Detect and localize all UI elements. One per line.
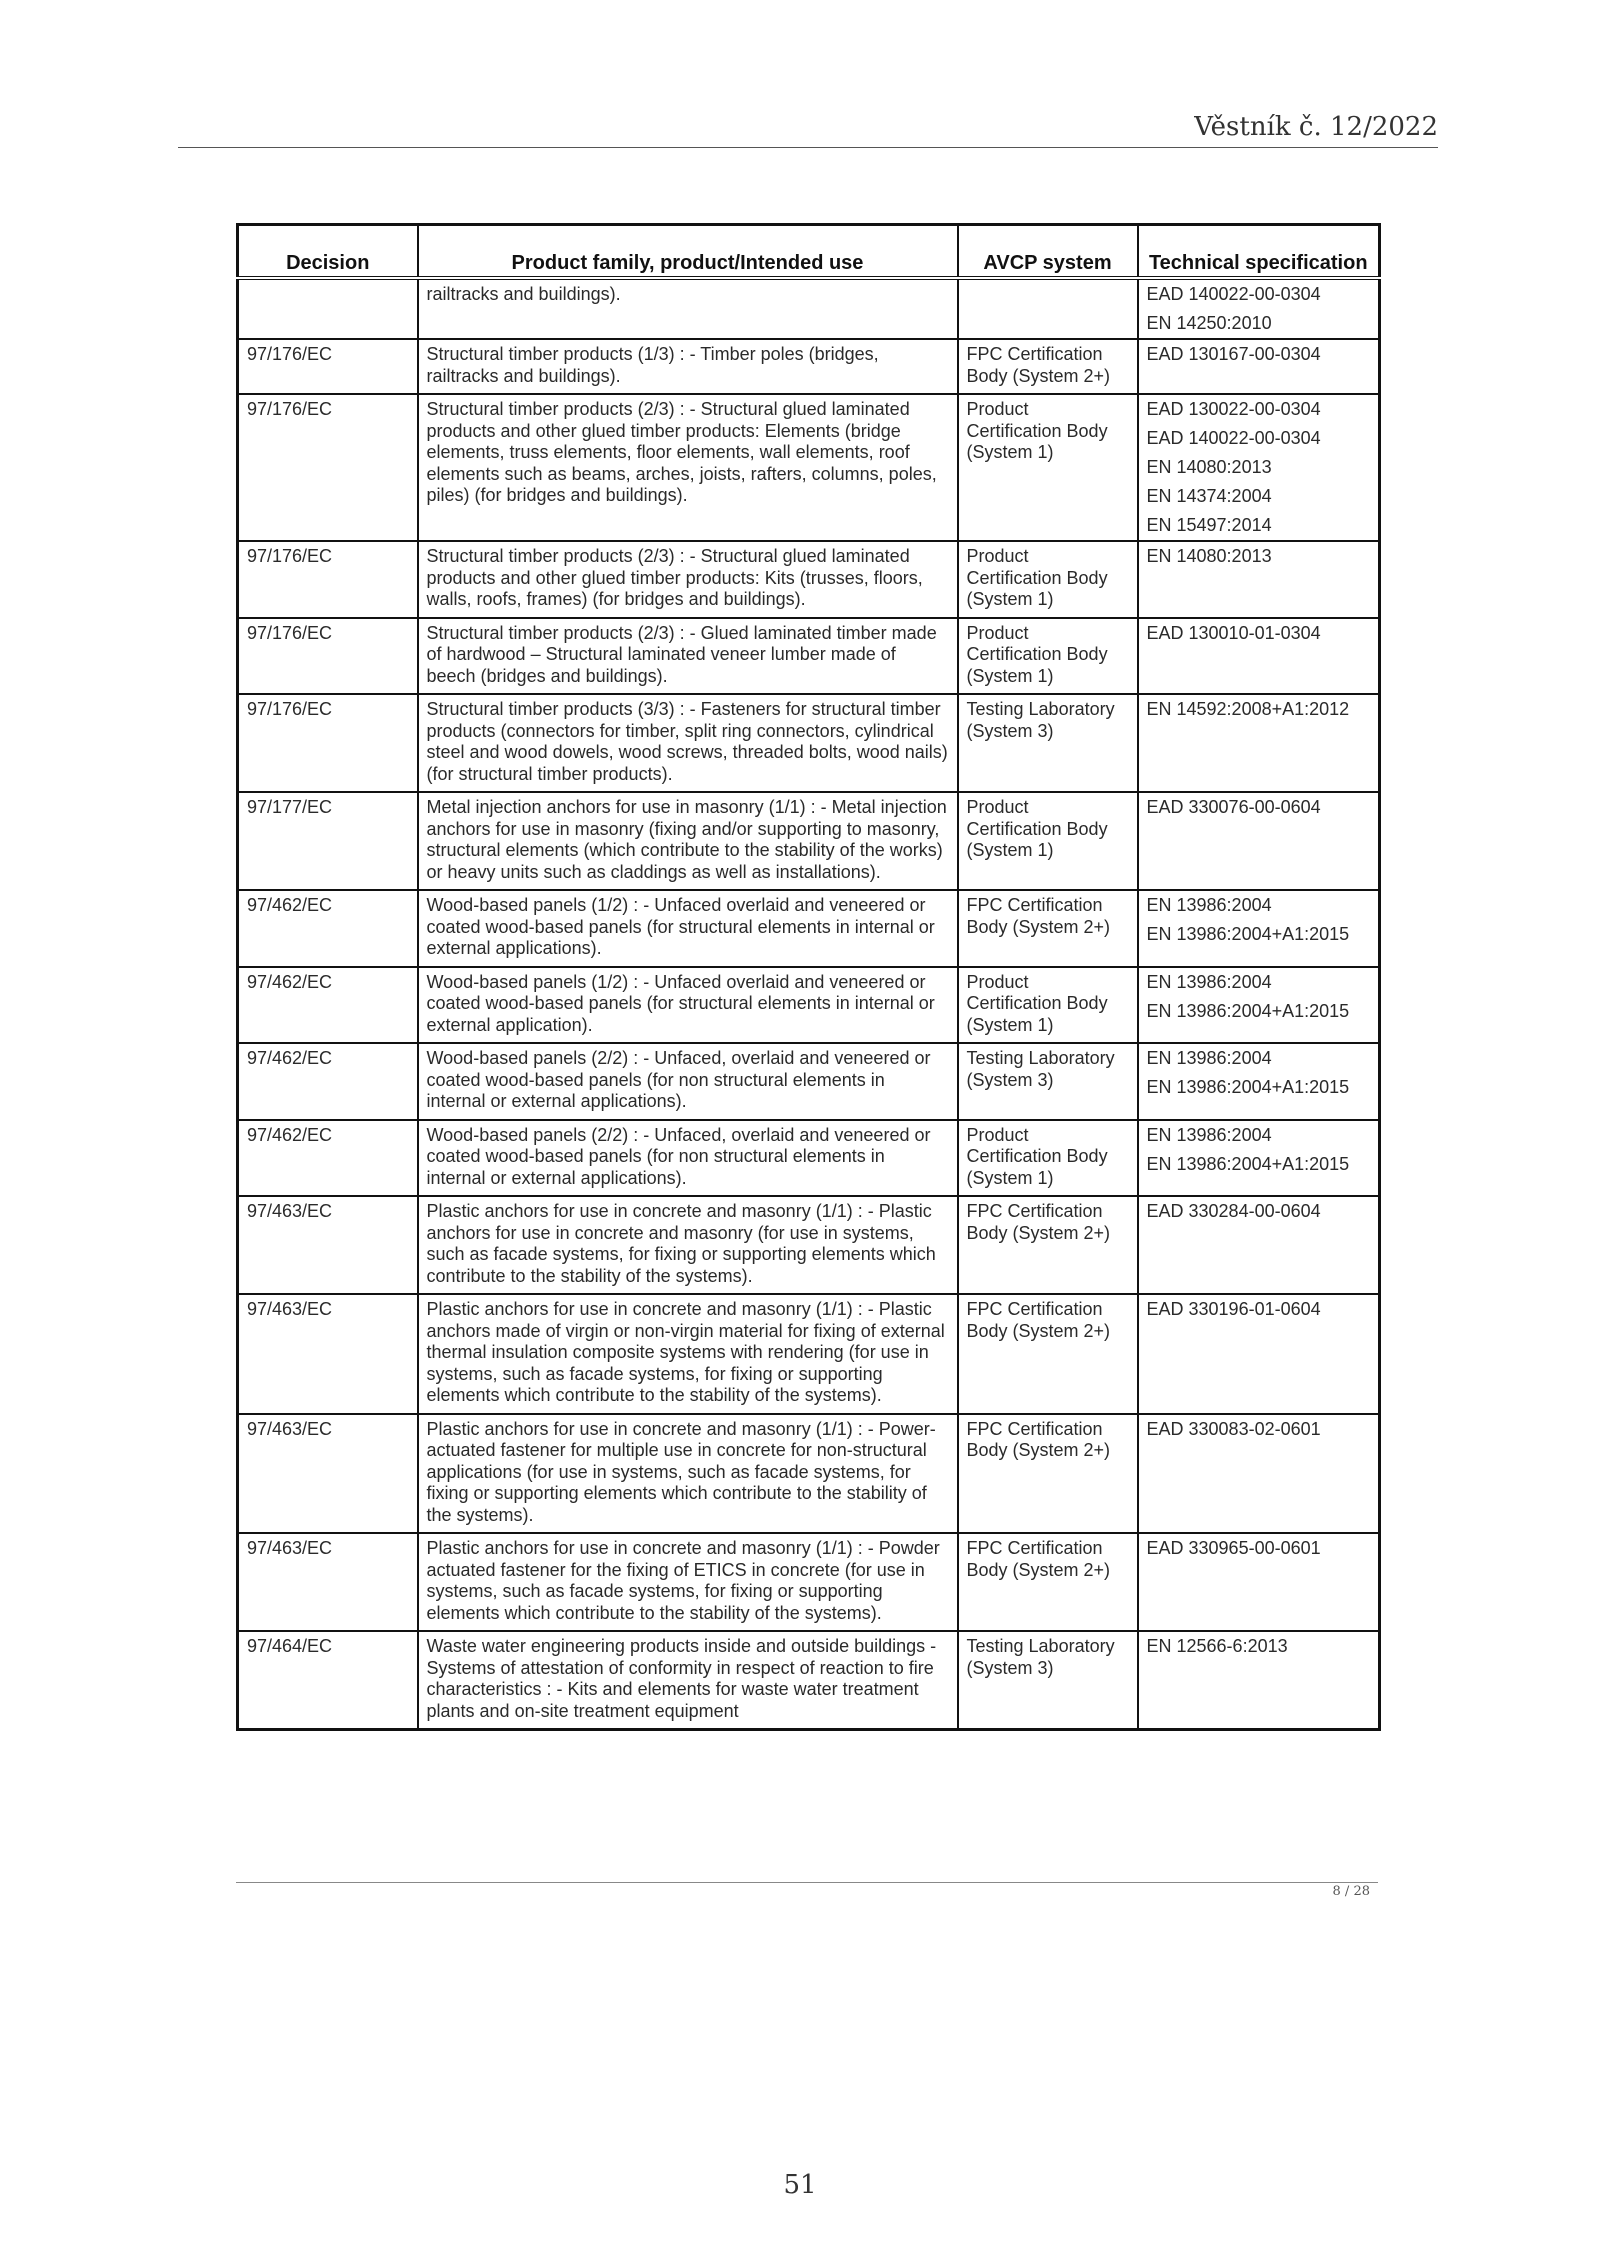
technical-spec-cell	[1138, 394, 1380, 541]
table-row	[238, 1414, 1380, 1534]
product-cell: Plastic anchors for use in concrete and masonry (1/1) : - Plastic anchors for use in concrete and masonry (for use in systems, such as facade systems, for fixing or supporting elements which contribute to the stability of the systems).	[418, 1196, 958, 1294]
table-row	[238, 1043, 1380, 1120]
avcp-cell: Product Certification Body (System 1)	[958, 967, 1138, 1044]
product-cell: Structural timber products (3/3) : - Fasteners for structural timber products (connectors for timber, split ring connectors, cylindrical steel and wood dowels, wood screws, threaded bolts, wood nails) (for structural timber products).	[418, 694, 958, 792]
technical-spec-item: EN 13986:2004	[1146, 895, 1272, 915]
avcp-cell: FPC Certification Body (System 2+)	[958, 1414, 1138, 1534]
decision-cell	[238, 278, 418, 339]
technical-spec-item: EN 14080:2013	[1146, 457, 1272, 477]
technical-spec-item: EN 14592:2008+A1:2012	[1146, 699, 1350, 719]
decision-cell: 97/463/EC	[238, 1294, 418, 1414]
avcp-cell: Product Certification Body (System 1)	[958, 394, 1138, 541]
avcp-cell: Testing Laboratory (System 3)	[958, 1631, 1138, 1730]
product-cell: Wood-based panels (1/2) : - Unfaced overlaid and veneered or coated wood-based panels (for structural elements in internal or external applications).	[418, 890, 958, 967]
technical-spec-cell	[1138, 792, 1380, 890]
avcp-cell: Product Certification Body (System 1)	[958, 541, 1138, 618]
technical-spec-cell	[1138, 1294, 1380, 1414]
product-cell: Structural timber products (2/3) : - Structural glued laminated products and other glued timber products: Kits (trusses, floors, walls, roofs, frames) (for bridges and buildings).	[418, 541, 958, 618]
decision-cell: 97/462/EC	[238, 890, 418, 967]
product-cell: Structural timber products (2/3) : - Glued laminated timber made of hardwood – Structural laminated veneer lumber made of beech (bridges and buildings).	[418, 618, 958, 695]
table-row	[238, 967, 1380, 1044]
technical-spec-item: EN 13986:2004	[1146, 971, 1272, 992]
technical-spec-item: EN 15497:2014	[1146, 515, 1272, 535]
technical-spec-item: EAD 330196-01-0604	[1146, 1299, 1321, 1319]
technical-spec-cell	[1138, 618, 1380, 695]
technical-spec-item: EN 13986:2004+A1:2015	[1146, 1153, 1350, 1174]
technical-spec-cell	[1138, 1120, 1380, 1197]
technical-spec-item: EAD 330284-00-0604	[1146, 1201, 1321, 1221]
technical-spec-item: EAD 330965-00-0601	[1146, 1538, 1321, 1558]
avcp-cell: Product Certification Body (System 1)	[958, 792, 1138, 890]
table-header-row	[238, 225, 1380, 279]
decision-cell: 97/176/EC	[238, 339, 418, 394]
table-row	[238, 339, 1380, 394]
table-row	[238, 541, 1380, 618]
product-cell: Wood-based panels (2/2) : - Unfaced, overlaid and veneered or coated wood-based panels (for non structural elements in internal or external applications).	[418, 1120, 958, 1197]
technical-spec-item: EAD 130167-00-0304	[1146, 344, 1321, 364]
technical-spec-cell	[1138, 1414, 1380, 1534]
technical-spec-item: EN 13986:2004	[1146, 1124, 1272, 1145]
decision-cell: 97/176/EC	[238, 694, 418, 792]
technical-spec-item: EN 13986:2004+A1:2015	[1146, 1000, 1350, 1021]
table-row	[238, 278, 1380, 339]
avcp-cell: FPC Certification Body (System 2+)	[958, 890, 1138, 967]
page-count: 8 / 28	[1332, 1884, 1370, 1899]
decision-cell: 97/177/EC	[238, 792, 418, 890]
decision-cell: 97/463/EC	[238, 1414, 418, 1534]
table-row	[238, 1533, 1380, 1631]
table-row	[238, 1196, 1380, 1294]
technical-spec-item: EAD 330076-00-0604	[1146, 797, 1321, 817]
avcp-cell: Testing Laboratory (System 3)	[958, 1043, 1138, 1120]
table-row	[238, 694, 1380, 792]
avcp-cell: FPC Certification Body (System 2+)	[958, 339, 1138, 394]
table-row	[238, 618, 1380, 695]
decision-cell: 97/176/EC	[238, 394, 418, 541]
technical-spec-item: EN 14080:2013	[1146, 546, 1272, 566]
decision-cell: 97/176/EC	[238, 618, 418, 695]
technical-spec-cell	[1138, 1196, 1380, 1294]
page-number: 51	[783, 2170, 817, 2200]
avcp-cell: FPC Certification Body (System 2+)	[958, 1533, 1138, 1631]
technical-spec-item: EAD 140022-00-0304	[1146, 428, 1321, 448]
technical-spec-cell	[1138, 890, 1380, 967]
technical-spec-item: EAD 330083-02-0601	[1146, 1418, 1321, 1439]
table-row	[238, 394, 1380, 541]
specification-table	[236, 223, 1381, 1731]
column-header-product: Product family, product/Intended use	[418, 225, 958, 279]
technical-spec-item: EAD 130022-00-0304	[1146, 399, 1321, 419]
technical-spec-item: EN 13986:2004+A1:2015	[1146, 1077, 1350, 1097]
product-cell: Structural timber products (1/3) : - Timber poles (bridges, railtracks and buildings).	[418, 339, 958, 394]
product-cell: Plastic anchors for use in concrete and masonry (1/1) : - Plastic anchors made of virgin or non-virgin material for fixing of external thermal insulation composite systems with rendering (for use in systems, such as facade systems, for fixing or supporting elements which contribute to the stability of the systems).	[418, 1294, 958, 1414]
product-cell: Waste water engineering products inside and outside buildings - Systems of attestation of conformity in respect of reaction to fire characteristics : - Kits and elements for waste water treatment plants and on-site treatment equipment	[418, 1631, 958, 1730]
product-cell: railtracks and buildings).	[418, 278, 958, 339]
table-row	[238, 890, 1380, 967]
journal-title: Věstník č. 12/2022	[1194, 112, 1438, 142]
technical-spec-cell	[1138, 1043, 1380, 1120]
technical-spec-cell	[1138, 278, 1380, 339]
avcp-cell: Product Certification Body (System 1)	[958, 1120, 1138, 1197]
technical-spec-item: EN 13986:2004	[1146, 1048, 1272, 1068]
avcp-cell: FPC Certification Body (System 2+)	[958, 1196, 1138, 1294]
technical-spec-item: EN 12566-6:2013	[1146, 1636, 1288, 1656]
table-row	[238, 792, 1380, 890]
decision-cell: 97/463/EC	[238, 1196, 418, 1294]
product-cell: Plastic anchors for use in concrete and masonry (1/1) : - Powder actuated fastener for the fixing of ETICS in concrete (for use in systems, such as facade systems, for fixing or supporting elements which contribute to the stability of the systems).	[418, 1533, 958, 1631]
avcp-cell: FPC Certification Body (System 2+)	[958, 1294, 1138, 1414]
technical-spec-cell	[1138, 339, 1380, 394]
product-cell: Metal injection anchors for use in masonry (1/1) : - Metal injection anchors for use in masonry (fixing and/or supporting to masonry, structural elements (which contribute to the stability of the works) or heavy units such as claddings as well as installations).	[418, 792, 958, 890]
column-header-decision: Decision	[238, 225, 418, 279]
technical-spec-item: EAD 130010-01-0304	[1146, 622, 1321, 643]
technical-spec-cell	[1138, 1631, 1380, 1730]
technical-spec-cell	[1138, 694, 1380, 792]
technical-spec-item: EN 14250:2010	[1146, 313, 1272, 333]
table-row	[238, 1294, 1380, 1414]
technical-spec-item: EN 13986:2004+A1:2015	[1146, 924, 1350, 944]
table-row	[238, 1120, 1380, 1197]
column-header-avcp: AVCP system	[958, 225, 1138, 279]
table-row	[238, 1631, 1380, 1730]
product-cell: Structural timber products (2/3) : - Structural glued laminated products and other glued timber products: Elements (bridge elements, truss elements, floor elements, wall elements, roof elements such as beams, arches, joists, rafters, columns, poles, piles) (for bridges and buildings).	[418, 394, 958, 541]
table-body	[238, 278, 1380, 1730]
technical-spec-cell	[1138, 967, 1380, 1044]
decision-cell: 97/463/EC	[238, 1533, 418, 1631]
product-cell: Plastic anchors for use in concrete and masonry (1/1) : - Power-actuated fastener for multiple use in concrete for non-structural applications (for use in systems, such as facade systems, for fixing or supporting elements which contribute to the stability of the systems).	[418, 1414, 958, 1534]
technical-spec-item: EAD 140022-00-0304	[1146, 284, 1321, 304]
technical-spec-item: EN 14374:2004	[1146, 486, 1272, 506]
avcp-cell	[958, 278, 1138, 339]
decision-cell: 97/462/EC	[238, 1043, 418, 1120]
decision-cell: 97/462/EC	[238, 1120, 418, 1197]
product-cell: Wood-based panels (2/2) : - Unfaced, overlaid and veneered or coated wood-based panels (for non structural elements in internal or external applications).	[418, 1043, 958, 1120]
footer-rule	[236, 1882, 1378, 1883]
decision-cell: 97/462/EC	[238, 967, 418, 1044]
technical-spec-cell	[1138, 541, 1380, 618]
product-cell: Wood-based panels (1/2) : - Unfaced overlaid and veneered or coated wood-based panels (for structural elements in internal or external application).	[418, 967, 958, 1044]
avcp-cell: Testing Laboratory (System 3)	[958, 694, 1138, 792]
header-rule	[178, 147, 1438, 148]
technical-spec-cell	[1138, 1533, 1380, 1631]
decision-cell: 97/464/EC	[238, 1631, 418, 1730]
column-header-spec: Technical specification	[1138, 225, 1380, 279]
decision-cell: 97/176/EC	[238, 541, 418, 618]
avcp-cell: Product Certification Body (System 1)	[958, 618, 1138, 695]
